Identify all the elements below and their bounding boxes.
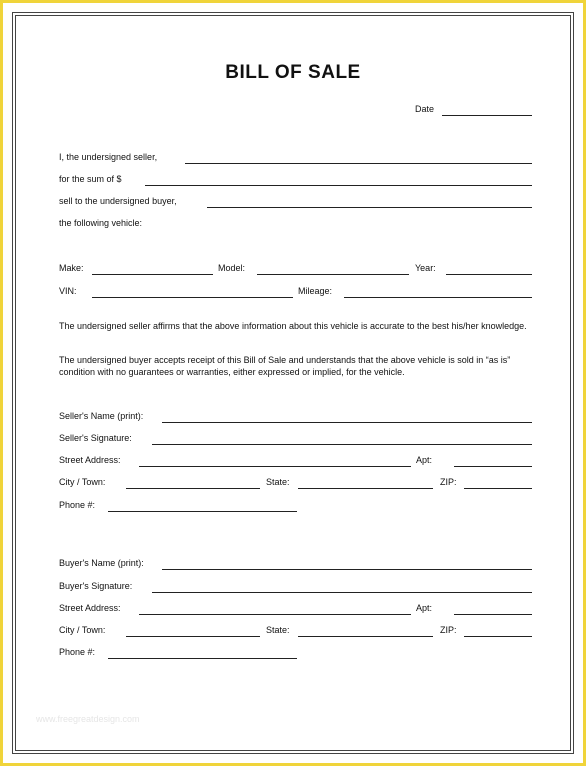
seller-street-label: Street Address: [59, 455, 121, 465]
watermark: www.freegreatdesign.com [36, 714, 140, 724]
buyer-phone-label: Phone #: [59, 647, 96, 657]
buyer-state-label: State: [266, 625, 290, 635]
model-label: Model: [218, 263, 246, 273]
seller-zip-field[interactable] [464, 488, 532, 489]
sell-to-label: sell to the undersigned buyer, [59, 196, 177, 206]
seller-zip-label: ZIP: [440, 477, 457, 487]
seller-street-field[interactable] [139, 466, 411, 467]
mileage-field[interactable] [344, 297, 532, 298]
seller-phone-label: Phone #: [59, 500, 96, 510]
seller-name-label: Seller's Name (print): [59, 411, 144, 421]
seller-city-field[interactable] [126, 488, 260, 489]
seller-city-label: City / Town: [59, 477, 106, 487]
model-field[interactable] [257, 274, 409, 275]
mileage-label: Mileage: [298, 286, 333, 296]
following-vehicle-label: the following vehicle: [59, 218, 143, 228]
buyer-apt-label: Apt: [416, 603, 433, 613]
year-field[interactable] [446, 274, 532, 275]
buyer-phone-field[interactable] [108, 658, 297, 659]
vin-label: VIN: [59, 286, 77, 296]
buyer-city-label: City / Town: [59, 625, 106, 635]
undersigned-seller-label: I, the undersigned seller, [59, 152, 158, 162]
seller-apt-label: Apt: [416, 455, 433, 465]
buyer-signature-field[interactable] [152, 592, 532, 593]
seller-state-field[interactable] [298, 488, 433, 489]
seller-phone-field[interactable] [108, 511, 297, 512]
buyer-name-label: Buyer's Name (print): [59, 558, 144, 568]
buyer-acceptance-text: The undersigned buyer accepts receipt of this Bill of Sale and understands that the above vehicle is sold in “as is” condition with no guarantees or warranties, either expressed or implied, for the vehicle. [59, 355, 511, 377]
make-label: Make: [59, 263, 84, 273]
year-label: Year: [415, 263, 436, 273]
buyer-street-label: Street Address: [59, 603, 121, 613]
seller-signature-label: Seller's Signature: [59, 433, 132, 443]
date-field[interactable] [442, 115, 532, 116]
sum-field[interactable] [145, 185, 532, 186]
seller-apt-field[interactable] [454, 466, 532, 467]
seller-name-field[interactable] [162, 422, 532, 423]
buyer-street-field[interactable] [139, 614, 411, 615]
seller-signature-field[interactable] [152, 444, 532, 445]
sum-of-label: for the sum of $ [59, 174, 122, 184]
seller-state-label: State: [266, 477, 290, 487]
seller-name-intro-field[interactable] [185, 163, 532, 164]
buyer-city-field[interactable] [126, 636, 260, 637]
buyer-state-field[interactable] [298, 636, 433, 637]
page-title: BILL OF SALE [225, 62, 361, 83]
make-field[interactable] [92, 274, 213, 275]
seller-affirmation-text: The undersigned seller affirms that the above information about this vehicle is accurate to the best his/her knowledge. [59, 321, 527, 331]
buyer-name-intro-field[interactable] [207, 207, 532, 208]
buyer-zip-label: ZIP: [440, 625, 457, 635]
buyer-name-field[interactable] [162, 569, 532, 570]
buyer-zip-field[interactable] [464, 636, 532, 637]
buyer-apt-field[interactable] [454, 614, 532, 615]
vin-field[interactable] [92, 297, 293, 298]
buyer-signature-label: Buyer's Signature: [59, 581, 133, 591]
date-label: Date [415, 104, 435, 114]
